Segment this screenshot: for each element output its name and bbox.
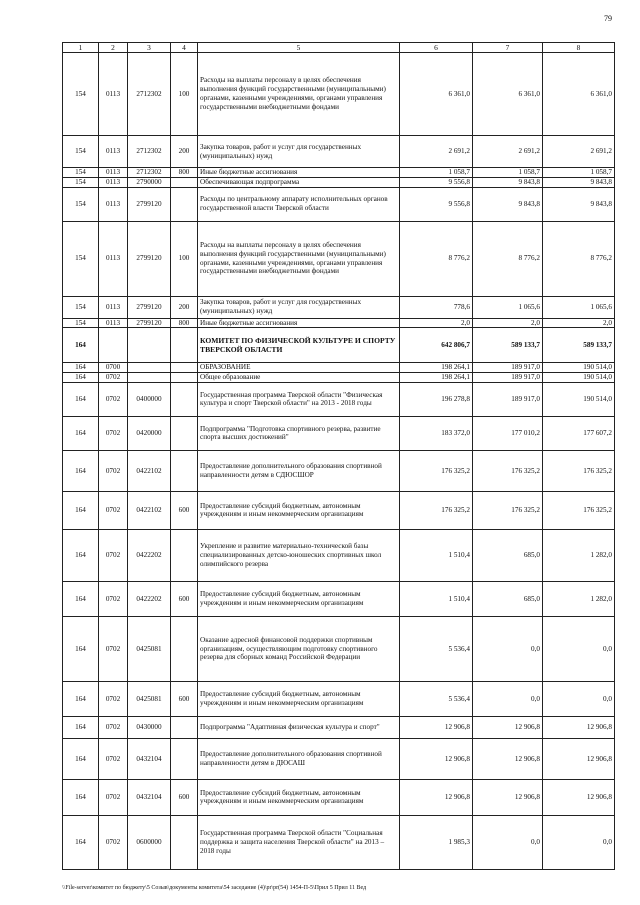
amount-year2-cell: 1 058,7 <box>473 168 543 178</box>
header-cell: 4 <box>171 43 198 53</box>
amount-year2-cell: 2 691,2 <box>473 136 543 168</box>
table-row <box>63 187 615 221</box>
section-code-cell: 0113 <box>99 187 128 221</box>
amount-year3-cell: 176 325,2 <box>543 450 615 491</box>
item-name-cell: Государственная программа Тверской области "Физическая культура и спорт Тверской области" на 2013 - 2018 годы <box>198 382 400 416</box>
amount-year2-cell: 12 906,8 <box>473 779 543 815</box>
item-name-cell: КОМИТЕТ ПО ФИЗИЧЕСКОЙ КУЛЬТУРЕ И СПОРТУ ТВЕРСКОЙ ОБЛАСТИ <box>198 328 400 363</box>
target-article-cell: 2712302 <box>128 168 171 178</box>
item-name-cell: Предоставление субсидий бюджетным, автономным учреждениям и иным некоммерческим организациям <box>198 681 400 716</box>
expense-type-cell <box>171 416 198 450</box>
table-row <box>63 779 615 815</box>
budget-table <box>62 42 615 870</box>
ministry-code-cell: 164 <box>63 491 99 529</box>
amount-year1-cell: 642 806,7 <box>400 328 473 363</box>
amount-year2-cell: 0,0 <box>473 681 543 716</box>
expense-type-cell: 100 <box>171 221 198 296</box>
expense-type-cell <box>171 328 198 363</box>
amount-year3-cell: 12 906,8 <box>543 716 615 738</box>
expense-type-cell <box>171 529 198 581</box>
target-article-cell: 2790000 <box>128 177 171 187</box>
amount-year1-cell: 183 372,0 <box>400 416 473 450</box>
target-article-cell: 2799120 <box>128 221 171 296</box>
file-path-footer: \\File-server\комитет по бюджету\5 Созыв\документы комитета\54 заседание (4)\pr\pr(54) 1454-П-5\Прил 5 Прил 11 Вед <box>62 885 367 891</box>
amount-year1-cell: 198 264,1 <box>400 363 473 373</box>
table-header-row <box>63 43 615 53</box>
target-article-cell: 0432104 <box>128 738 171 779</box>
section-code-cell: 0113 <box>99 318 128 328</box>
ministry-code-cell: 154 <box>63 53 99 136</box>
amount-year1-cell: 12 906,8 <box>400 779 473 815</box>
amount-year3-cell: 0,0 <box>543 815 615 869</box>
section-code-cell: 0702 <box>99 616 128 681</box>
target-article-cell: 0425081 <box>128 616 171 681</box>
table-row <box>63 318 615 328</box>
header-cell: 5 <box>198 43 400 53</box>
table-row <box>63 136 615 168</box>
expense-type-cell <box>171 716 198 738</box>
amount-year2-cell: 6 361,0 <box>473 53 543 136</box>
ministry-code-cell: 164 <box>63 779 99 815</box>
amount-year2-cell: 1 065,6 <box>473 296 543 318</box>
amount-year3-cell: 2 691,2 <box>543 136 615 168</box>
table-row <box>63 738 615 779</box>
ministry-code-cell: 164 <box>63 450 99 491</box>
section-code-cell: 0702 <box>99 416 128 450</box>
table-row <box>63 53 615 136</box>
section-code-cell: 0113 <box>99 168 128 178</box>
target-article-cell <box>128 373 171 383</box>
item-name-cell: Подпрограмма "Адаптивная физическая культура и спорт" <box>198 716 400 738</box>
amount-year3-cell: 1 058,7 <box>543 168 615 178</box>
section-code-cell: 0113 <box>99 296 128 318</box>
item-name-cell: Укрепление и развитие материально-технической базы специализированных детско-юношеских спортивных школ олимпийского резерва <box>198 529 400 581</box>
section-code-cell: 0702 <box>99 779 128 815</box>
target-article-cell: 0422102 <box>128 450 171 491</box>
target-article-cell: 2799120 <box>128 187 171 221</box>
expense-type-cell: 600 <box>171 491 198 529</box>
amount-year1-cell: 5 536,4 <box>400 616 473 681</box>
section-code-cell: 0113 <box>99 177 128 187</box>
ministry-code-cell: 154 <box>63 177 99 187</box>
item-name-cell: Обеспечивающая подпрограмма <box>198 177 400 187</box>
amount-year2-cell: 9 843,8 <box>473 187 543 221</box>
amount-year1-cell: 198 264,1 <box>400 373 473 383</box>
item-name-cell: Расходы на выплаты персоналу в целях обеспечения выполнения функций государственными (муниципальными) органами, казенными учреждениями, органами управления государственными внебюджетными фондами <box>198 53 400 136</box>
amount-year3-cell: 6 361,0 <box>543 53 615 136</box>
ministry-code-cell: 154 <box>63 296 99 318</box>
amount-year2-cell: 12 906,8 <box>473 738 543 779</box>
item-name-cell: Предоставление дополнительного образования спортивной направленности детям в ДЮСАШ <box>198 738 400 779</box>
amount-year3-cell: 1 065,6 <box>543 296 615 318</box>
expense-type-cell: 600 <box>171 681 198 716</box>
amount-year3-cell: 2,0 <box>543 318 615 328</box>
expense-type-cell <box>171 450 198 491</box>
amount-year2-cell: 8 776,2 <box>473 221 543 296</box>
item-name-cell: Предоставление субсидий бюджетным, автономным учреждениям и иным некоммерческим организациям <box>198 581 400 616</box>
table-row <box>63 716 615 738</box>
amount-year1-cell: 196 278,8 <box>400 382 473 416</box>
table-row <box>63 296 615 318</box>
header-cell: 6 <box>400 43 473 53</box>
target-article-cell: 0432104 <box>128 779 171 815</box>
amount-year2-cell: 12 906,8 <box>473 716 543 738</box>
amount-year1-cell: 9 556,8 <box>400 177 473 187</box>
amount-year2-cell: 685,0 <box>473 581 543 616</box>
section-code-cell: 0702 <box>99 450 128 491</box>
expense-type-cell <box>171 373 198 383</box>
amount-year1-cell: 176 325,2 <box>400 450 473 491</box>
table-row <box>63 328 615 363</box>
amount-year2-cell: 0,0 <box>473 815 543 869</box>
amount-year1-cell: 6 361,0 <box>400 53 473 136</box>
section-code-cell: 0700 <box>99 363 128 373</box>
expense-type-cell: 600 <box>171 779 198 815</box>
ministry-code-cell: 154 <box>63 221 99 296</box>
item-name-cell: Иные бюджетные ассигнования <box>198 318 400 328</box>
amount-year3-cell: 1 282,0 <box>543 529 615 581</box>
section-code-cell: 0702 <box>99 382 128 416</box>
table-row <box>63 581 615 616</box>
amount-year3-cell: 1 282,0 <box>543 581 615 616</box>
amount-year3-cell: 9 843,8 <box>543 177 615 187</box>
target-article-cell: 0425081 <box>128 681 171 716</box>
header-cell: 1 <box>63 43 99 53</box>
section-code-cell: 0702 <box>99 815 128 869</box>
item-name-cell: Подпрограмма "Подготовка спортивного резерва, развитие спорта высших достижений" <box>198 416 400 450</box>
ministry-code-cell: 164 <box>63 328 99 363</box>
expense-type-cell <box>171 187 198 221</box>
table-row <box>63 363 615 373</box>
header-cell: 2 <box>99 43 128 53</box>
expense-type-cell <box>171 815 198 869</box>
ministry-code-cell: 164 <box>63 738 99 779</box>
item-name-cell: Иные бюджетные ассигнования <box>198 168 400 178</box>
ministry-code-cell: 164 <box>63 382 99 416</box>
target-article-cell <box>128 363 171 373</box>
item-name-cell: Предоставление дополнительного образования спортивной направленности детям в СДЮСШОР <box>198 450 400 491</box>
table-row <box>63 681 615 716</box>
section-code-cell <box>99 328 128 363</box>
item-name-cell: Расходы на выплаты персоналу в целях обеспечения выполнения функций государственными (муниципальными) органами, казенными учреждениями, органами управления государственными внебюджетными фондами <box>198 221 400 296</box>
amount-year2-cell: 189 917,0 <box>473 373 543 383</box>
header-cell: 8 <box>543 43 615 53</box>
amount-year3-cell: 12 906,8 <box>543 779 615 815</box>
amount-year1-cell: 8 776,2 <box>400 221 473 296</box>
table-row <box>63 815 615 869</box>
section-code-cell: 0113 <box>99 136 128 168</box>
amount-year3-cell: 190 514,0 <box>543 373 615 383</box>
item-name-cell: Общее образование <box>198 373 400 383</box>
ministry-code-cell: 154 <box>63 136 99 168</box>
table-row <box>63 177 615 187</box>
table-row <box>63 416 615 450</box>
amount-year2-cell: 189 917,0 <box>473 382 543 416</box>
expense-type-cell: 600 <box>171 581 198 616</box>
amount-year2-cell: 177 010,2 <box>473 416 543 450</box>
amount-year1-cell: 778,6 <box>400 296 473 318</box>
amount-year2-cell: 685,0 <box>473 529 543 581</box>
section-code-cell: 0702 <box>99 491 128 529</box>
amount-year3-cell: 0,0 <box>543 616 615 681</box>
table-row <box>63 450 615 491</box>
amount-year1-cell: 176 325,2 <box>400 491 473 529</box>
page-number: 79 <box>604 14 612 23</box>
target-article-cell: 0600000 <box>128 815 171 869</box>
item-name-cell: Закупка товаров, работ и услуг для государственных (муниципальных) нужд <box>198 296 400 318</box>
target-article-cell: 2799120 <box>128 296 171 318</box>
section-code-cell: 0702 <box>99 529 128 581</box>
amount-year3-cell: 190 514,0 <box>543 363 615 373</box>
amount-year1-cell: 2,0 <box>400 318 473 328</box>
item-name-cell: Предоставление субсидий бюджетным, автономным учреждениям и иным некоммерческим организациям <box>198 491 400 529</box>
target-article-cell: 2799120 <box>128 318 171 328</box>
table-row <box>63 168 615 178</box>
ministry-code-cell: 164 <box>63 363 99 373</box>
section-code-cell: 0113 <box>99 53 128 136</box>
amount-year2-cell: 2,0 <box>473 318 543 328</box>
expense-type-cell <box>171 382 198 416</box>
amount-year1-cell: 1 510,4 <box>400 581 473 616</box>
target-article-cell: 2712302 <box>128 136 171 168</box>
amount-year2-cell: 9 843,8 <box>473 177 543 187</box>
section-code-cell: 0702 <box>99 681 128 716</box>
target-article-cell: 0400000 <box>128 382 171 416</box>
target-article-cell: 0422102 <box>128 491 171 529</box>
ministry-code-cell: 164 <box>63 373 99 383</box>
target-article-cell: 0420000 <box>128 416 171 450</box>
section-code-cell: 0702 <box>99 716 128 738</box>
ministry-code-cell: 164 <box>63 716 99 738</box>
expense-type-cell <box>171 738 198 779</box>
item-name-cell: Государственная программа Тверской области "Социальная поддержка и защита населения Тверской области" на 2013 – 2018 годы <box>198 815 400 869</box>
amount-year1-cell: 1 058,7 <box>400 168 473 178</box>
target-article-cell <box>128 328 171 363</box>
table-row <box>63 221 615 296</box>
header-cell: 3 <box>128 43 171 53</box>
item-name-cell: Оказание адресной финансовой поддержки спортивным организациям, осуществляющим подготовку спортивного резерва для сборных команд Российской Федерации <box>198 616 400 681</box>
table-row <box>63 382 615 416</box>
amount-year3-cell: 9 843,8 <box>543 187 615 221</box>
expense-type-cell: 200 <box>171 296 198 318</box>
ministry-code-cell: 154 <box>63 168 99 178</box>
amount-year2-cell: 589 133,7 <box>473 328 543 363</box>
section-code-cell: 0702 <box>99 373 128 383</box>
item-name-cell: ОБРАЗОВАНИЕ <box>198 363 400 373</box>
ministry-code-cell: 164 <box>63 416 99 450</box>
amount-year1-cell: 12 906,8 <box>400 738 473 779</box>
amount-year1-cell: 9 556,8 <box>400 187 473 221</box>
amount-year2-cell: 176 325,2 <box>473 450 543 491</box>
expense-type-cell: 100 <box>171 53 198 136</box>
section-code-cell: 0113 <box>99 221 128 296</box>
amount-year1-cell: 1 985,3 <box>400 815 473 869</box>
amount-year2-cell: 189 917,0 <box>473 363 543 373</box>
item-name-cell: Предоставление субсидий бюджетным, автономным учреждениям и иным некоммерческим организациям <box>198 779 400 815</box>
ministry-code-cell: 164 <box>63 681 99 716</box>
expense-type-cell: 200 <box>171 136 198 168</box>
expense-type-cell <box>171 616 198 681</box>
amount-year3-cell: 176 325,2 <box>543 491 615 529</box>
expense-type-cell <box>171 363 198 373</box>
section-code-cell: 0702 <box>99 581 128 616</box>
amount-year2-cell: 0,0 <box>473 616 543 681</box>
section-code-cell: 0702 <box>99 738 128 779</box>
expense-type-cell <box>171 177 198 187</box>
amount-year3-cell: 190 514,0 <box>543 382 615 416</box>
amount-year1-cell: 5 536,4 <box>400 681 473 716</box>
table-row <box>63 491 615 529</box>
item-name-cell: Расходы по центральному аппарату исполнительных органов государственной власти Тверской области <box>198 187 400 221</box>
item-name-cell: Закупка товаров, работ и услуг для государственных (муниципальных) нужд <box>198 136 400 168</box>
table-row <box>63 529 615 581</box>
amount-year2-cell: 176 325,2 <box>473 491 543 529</box>
header-cell: 7 <box>473 43 543 53</box>
expense-type-cell: 800 <box>171 168 198 178</box>
expense-type-cell: 800 <box>171 318 198 328</box>
ministry-code-cell: 154 <box>63 187 99 221</box>
ministry-code-cell: 164 <box>63 616 99 681</box>
ministry-code-cell: 154 <box>63 318 99 328</box>
amount-year3-cell: 8 776,2 <box>543 221 615 296</box>
amount-year3-cell: 589 133,7 <box>543 328 615 363</box>
table-row <box>63 616 615 681</box>
table-row <box>63 373 615 383</box>
target-article-cell: 0422202 <box>128 581 171 616</box>
amount-year1-cell: 12 906,8 <box>400 716 473 738</box>
ministry-code-cell: 164 <box>63 529 99 581</box>
target-article-cell: 2712302 <box>128 53 171 136</box>
ministry-code-cell: 164 <box>63 581 99 616</box>
amount-year1-cell: 2 691,2 <box>400 136 473 168</box>
amount-year1-cell: 1 510,4 <box>400 529 473 581</box>
ministry-code-cell: 164 <box>63 815 99 869</box>
target-article-cell: 0422202 <box>128 529 171 581</box>
amount-year3-cell: 177 607,2 <box>543 416 615 450</box>
amount-year3-cell: 12 906,8 <box>543 738 615 779</box>
target-article-cell: 0430000 <box>128 716 171 738</box>
amount-year3-cell: 0,0 <box>543 681 615 716</box>
